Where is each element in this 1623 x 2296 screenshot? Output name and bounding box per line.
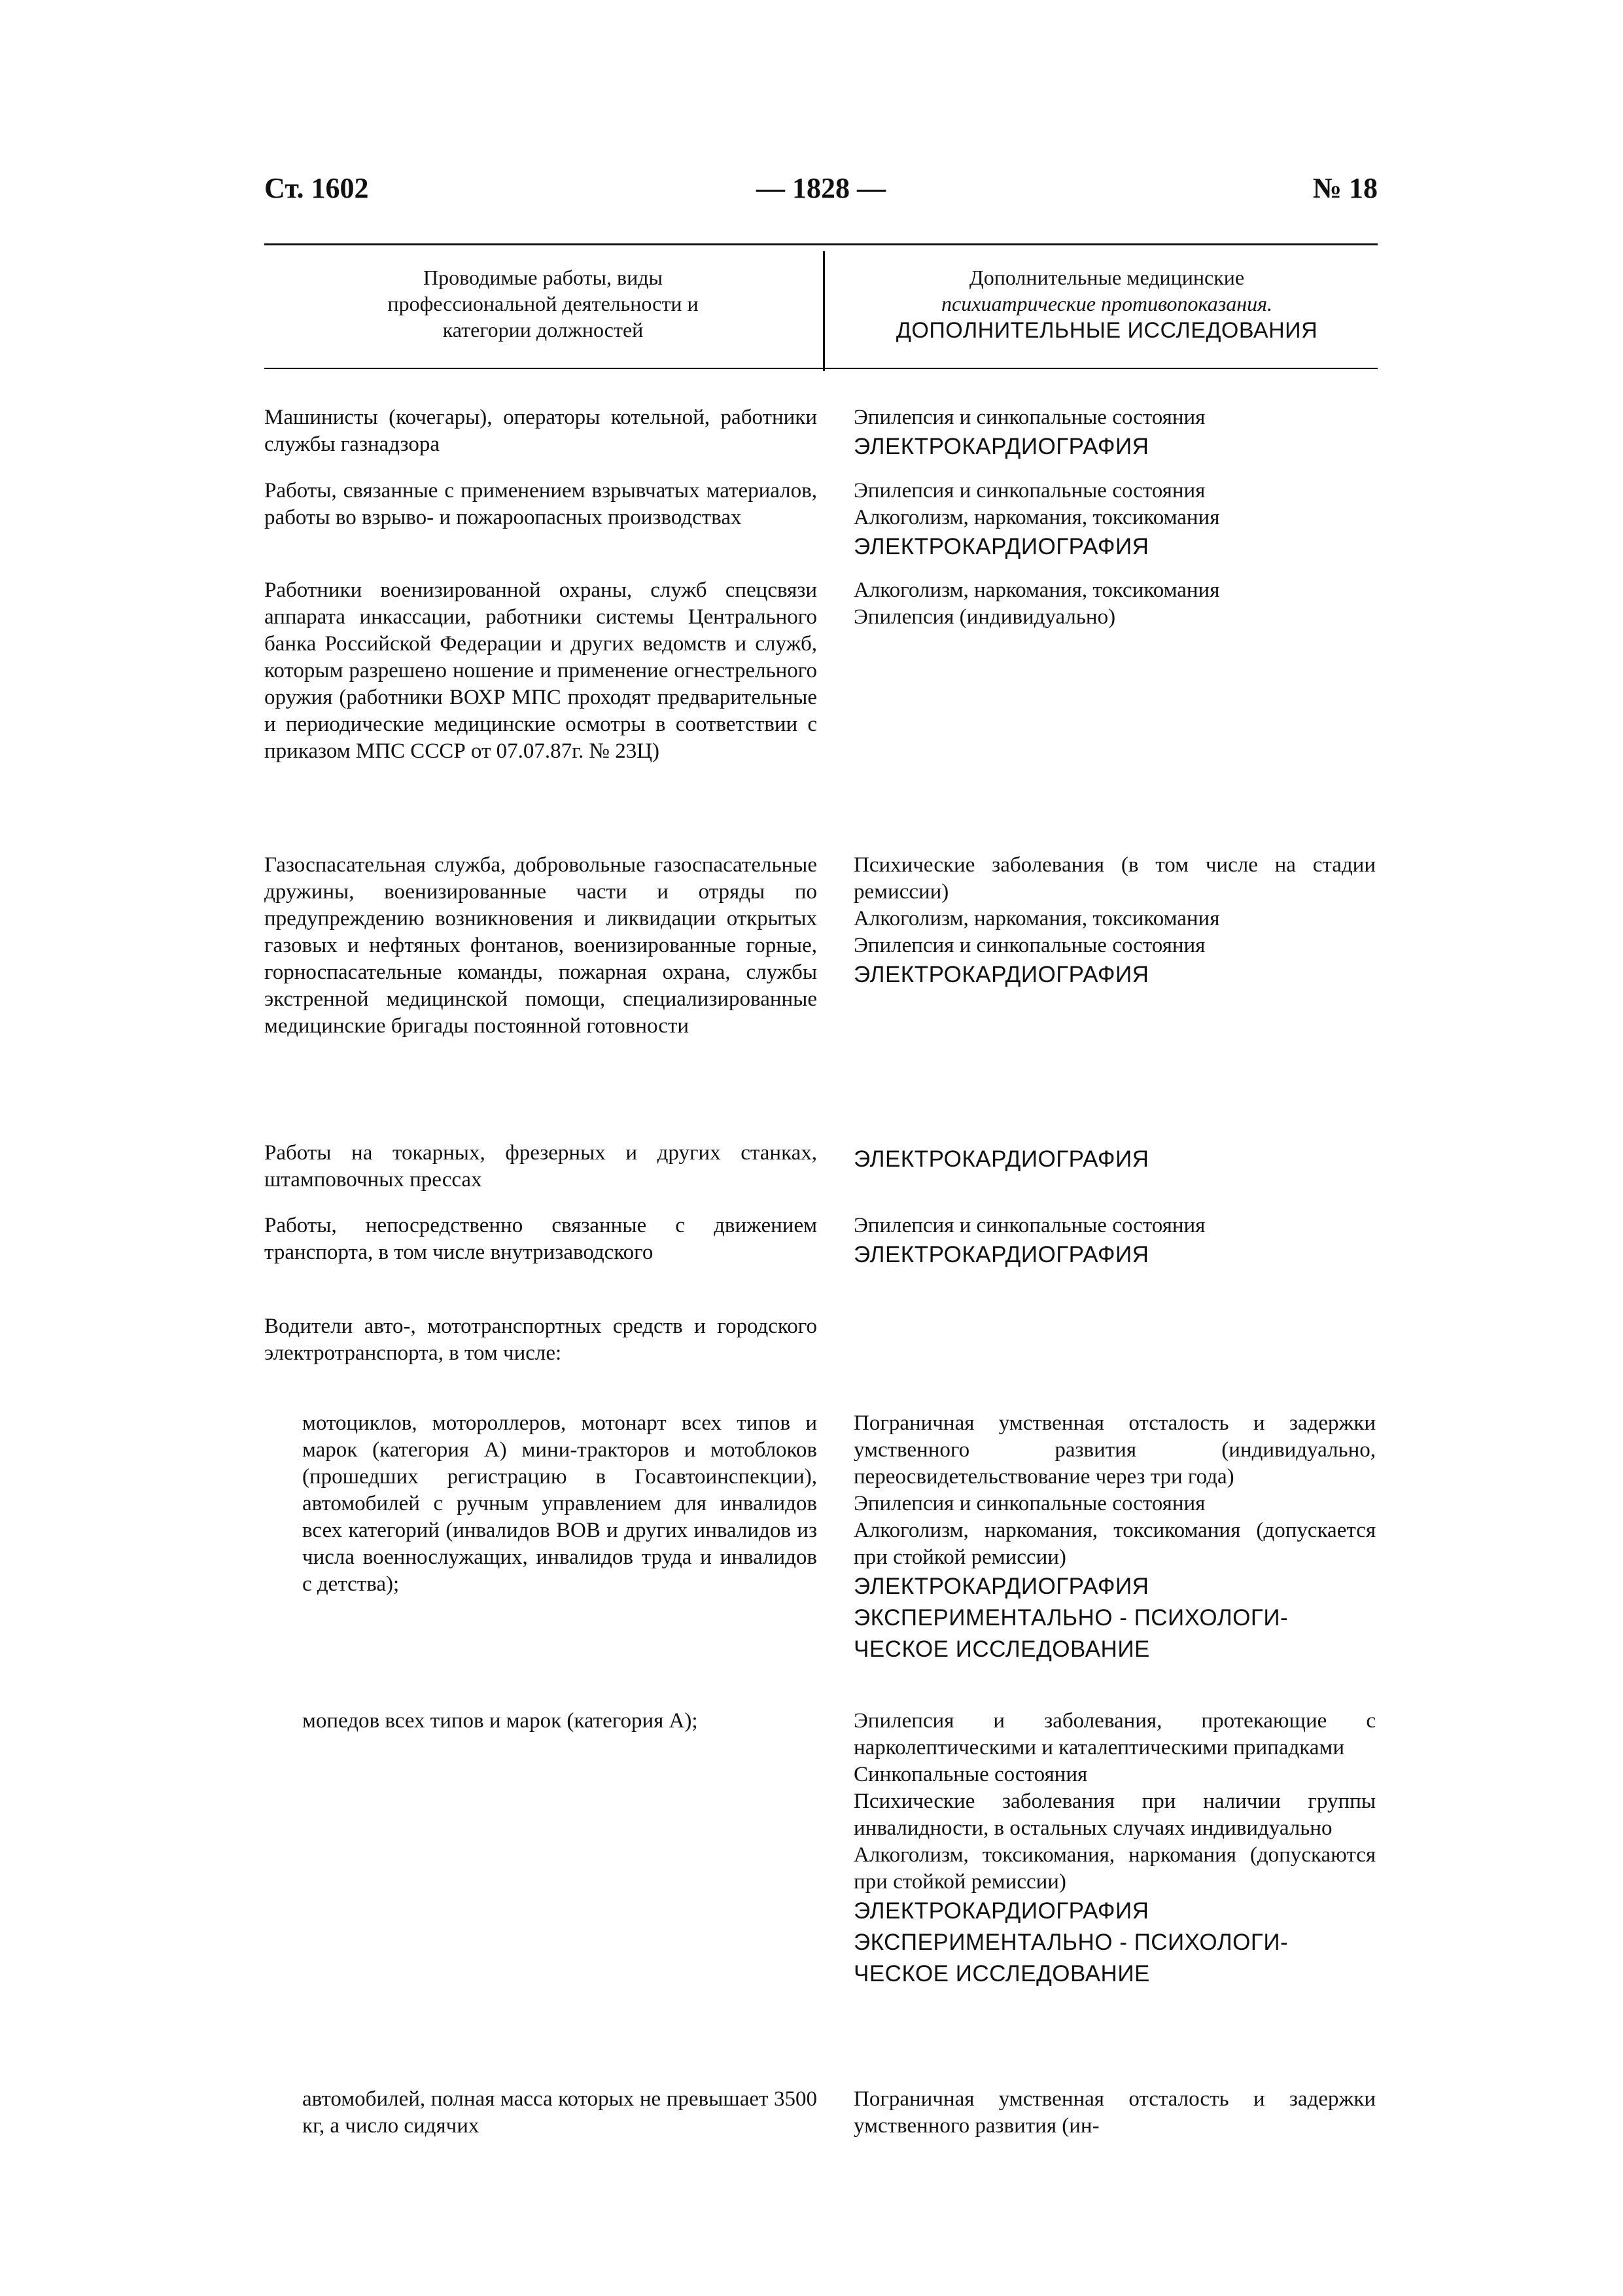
contraindication: Эпилепсия и синкопальные состояния	[854, 934, 1206, 957]
row-1-work: Работы, связанные с применением взрывчатых материалов, работы во взрыво- и пожароопасных производствах	[264, 479, 817, 529]
row-7-work: мотоциклов, мотороллеров, мотонарт всех типов и марок (категория А) мини-тракторов и мотоблоков (прошедших регистрацию в Госавтоинспекции), автомобилей с ручным управлением для инвалидов всех категорий (инвалидов ВОВ и других инвалидов из числа военнослужащих, инвалидов труда и инвалидов с детства);	[302, 1411, 817, 1596]
left-heading-line-3: категории должностей	[442, 318, 644, 342]
examination: ЭЛЕКТРОКАРДИОГРАФИЯ	[854, 434, 1149, 459]
row-9-work: автомобилей, полная масса которых не превышает 3500 кг, а число сидячих	[302, 2087, 817, 2138]
page-header	[264, 171, 1378, 217]
row-5-contraindications	[854, 1212, 1376, 1271]
page-article-number: Ст. 1602	[264, 172, 369, 204]
row-8-contraindications	[854, 1708, 1376, 1990]
examination: ЭКСПЕРИМЕНТАЛЬНО - ПСИХОЛОГИ-	[854, 1605, 1289, 1631]
contraindication: Синкопальные состояния	[854, 1763, 1088, 1786]
examination: ЧЕСКОЕ ИССЛЕДОВАНИЕ	[854, 1636, 1150, 1662]
issue-number: № 18	[1312, 172, 1378, 204]
examination: ЭЛЕКТРОКАРДИОГРАФИЯ	[854, 1146, 1149, 1172]
contraindication: Алкоголизм, наркомания, токсикомания	[854, 578, 1220, 602]
row-2-contraindications	[854, 577, 1376, 631]
header-rule	[264, 243, 1378, 245]
contraindication: Алкоголизм, наркомания, токсикомания	[854, 907, 1220, 930]
contraindication: Эпилепсия и синкопальные состояния	[854, 479, 1206, 503]
right-heading-line-2: психиатрические противопоказания.	[941, 292, 1272, 315]
contraindication: Алкоголизм, наркомания, токсикомания (допускается при стойкой ремиссии)	[854, 1519, 1376, 1569]
left-column-heading	[275, 264, 811, 343]
contraindication: Психические заболевания при наличии группы инвалидности, в остальных случаях индивидуально	[854, 1790, 1376, 1840]
row-4-contraindications	[854, 1144, 1376, 1175]
page-number: — 1828 —	[756, 172, 886, 204]
contraindication: Эпилепсия и синкопальные состояния	[854, 1214, 1206, 1237]
right-heading-line-3: ДОПОЛНИТЕЛЬНЫЕ ИССЛЕДОВАНИЯ	[896, 318, 1318, 343]
contraindication: Алкоголизм, токсикомания, наркомания (допускаются при стойкой ремиссии)	[854, 1843, 1376, 1894]
row-4-work: Работы на токарных, фрезерных и других станках, штамповочных прессах	[264, 1141, 817, 1192]
row-3-contraindications	[854, 852, 1376, 991]
contraindication: Психические заболевания (в том числе на стадии ремиссии)	[854, 853, 1376, 904]
right-heading-line-1: Дополнительные медицинские	[969, 266, 1245, 289]
contraindication: Пограничная умственная отсталость и задержки умственного развития (ин-	[854, 2087, 1376, 2138]
examination: ЭКСПЕРИМЕНТАЛЬНО - ПСИХОЛОГИ-	[854, 1930, 1289, 1955]
contraindication: Эпилепсия (индивидуально)	[854, 605, 1116, 629]
contraindication: Алкоголизм, наркомания, токсикомания	[854, 506, 1220, 529]
contraindication: Эпилепсия и синкопальные состояния	[854, 406, 1206, 429]
row-3-work: Газоспасательная служба, добровольные газоспасательные дружины, военизированные части и отряды по предупреждению возникновения и ликвидации открытых газовых и нефтяных фонтанов, военизированные горные, горноспасательные команды, пожарная охрана, службы экстренной медицинской помощи, специализированные медицинские бригады постоянной готовности	[264, 853, 817, 1038]
examination: ЭЛЕКТРОКАРДИОГРАФИЯ	[854, 1898, 1149, 1924]
contraindication: Пограничная умственная отсталость и задержки умственного развития (индивидуально, переосвидетельствование через три года)	[854, 1411, 1376, 1489]
examination: ЭЛЕКТРОКАРДИОГРАФИЯ	[854, 962, 1149, 987]
left-heading-line-2: профессиональной деятельности и	[387, 292, 699, 315]
row-0-work: Машинисты (кочегары), операторы котельной, работники службы газнадзора	[264, 406, 817, 456]
contraindication: Эпилепсия и синкопальные состояния	[854, 1492, 1206, 1515]
row-5-work: Работы, непосредственно связанные с движением транспорта, в том числе внутризаводского	[264, 1214, 817, 1264]
table-header-rule	[264, 368, 1378, 369]
row-7-contraindications	[854, 1410, 1376, 1665]
row-1-contraindications	[854, 478, 1376, 563]
examination: ЭЛЕКТРОКАРДИОГРАФИЯ	[854, 1242, 1149, 1267]
left-heading-line-1: Проводимые работы, виды	[423, 266, 663, 289]
row-2-work: Работники военизированной охраны, служб спецсвязи аппарата инкассации, работники системы Центрального банка Российской Федерации и других ведомств и служб, которым разрешено ношение и применение огнестрельного оружия (работники ВОХР МПС проходят предварительные и периодические медицинские осмотры в соответствии с приказом МПС СССР от 07.07.87г. № 23Ц)	[264, 578, 817, 763]
contraindication: Эпилепсия и заболевания, протекающие с нарколептическими и каталептическими припадками	[854, 1709, 1376, 1759]
right-column-heading	[836, 264, 1378, 344]
row-0-contraindications	[854, 404, 1376, 463]
row-6-work: Водители авто-, мототранспортных средств и городского электротранспорта, в том числе:	[264, 1315, 817, 1365]
examination: ЭЛЕКТРОКАРДИОГРАФИЯ	[854, 1574, 1149, 1599]
examination: ЭЛЕКТРОКАРДИОГРАФИЯ	[854, 534, 1149, 559]
examination: ЧЕСКОЕ ИССЛЕДОВАНИЕ	[854, 1961, 1150, 1987]
row-9-contraindications	[854, 2086, 1376, 2140]
column-divider	[823, 251, 825, 371]
row-8-work: мопедов всех типов и марок (категория А);	[302, 1709, 698, 1733]
